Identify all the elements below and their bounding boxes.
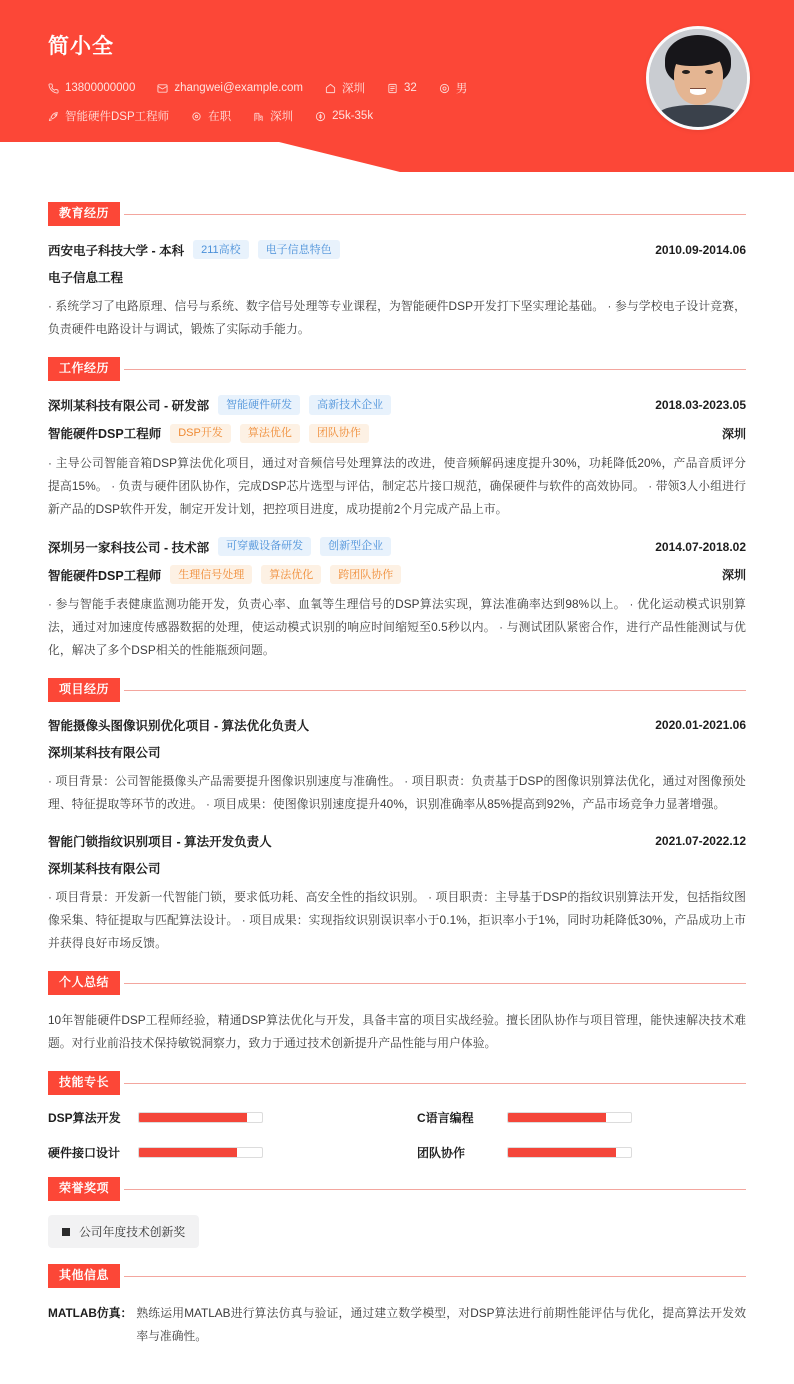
- work-company: 深圳某科技有限公司 - 研发部: [48, 398, 210, 413]
- skill-progress-fill: [508, 1148, 616, 1157]
- job-intent: [48, 108, 169, 124]
- work-city: 深圳: [721, 568, 746, 583]
- mail-icon: [157, 83, 168, 94]
- building-icon: [253, 111, 264, 122]
- contact-email: [157, 82, 303, 94]
- other-info-value: 熟练运用MATLAB进行算法仿真与验证，通过建立数学模型，对DSP算法进行前期性能评估与优化，提高算法开发效率与准确性。: [136, 1306, 746, 1344]
- section-header-work: [48, 357, 746, 381]
- skill-progress-track: [507, 1147, 632, 1158]
- section-work: [48, 357, 746, 662]
- status-circle-icon: [191, 111, 202, 122]
- skill-label: 硬件接口设计: [48, 1146, 121, 1161]
- work-role-row: [48, 424, 746, 443]
- work-role-row: [48, 565, 746, 584]
- section-title-other: 其他信息: [48, 1264, 120, 1288]
- job-intent-text: 智能硬件DSP工程师: [65, 111, 170, 123]
- section-title-education: 教育经历: [48, 202, 120, 226]
- work-company-tag: 智能硬件研发: [218, 395, 300, 414]
- section-rule: [124, 983, 746, 984]
- contact-row-primary: [48, 80, 489, 96]
- section-projects: [48, 678, 746, 955]
- summary-text: 10年智能硬件DSP工程师经验，精通DSP算法优化与开发，具备丰富的项目实战经验。擅长团队协作与项目管理，能快速解决技术难题。对行业前沿技术保持敏锐洞察力，致力于通过技术创新提升产品性能与用户体验。: [48, 1013, 746, 1051]
- section-rule: [124, 369, 746, 370]
- work-role-tag: 跨团队协作: [330, 565, 401, 584]
- section-header-projects: [48, 678, 746, 702]
- project-description: · 项目背景：开发新一代智能门锁，要求低功耗、高安全性的指纹识别。 · 项目职责：主导基于DSP的指纹识别算法开发，包括指纹图像采集、特征提取与匹配算法设计。 · 项目成果：实现指纹识别误识率小于0.1%，拒识率小于1%，同时功耗降低30%，产品成功上市并获得良好市场反馈。: [48, 890, 746, 951]
- work-entry: [48, 395, 746, 521]
- contact-email-text: zhangwei@example.com: [174, 82, 304, 94]
- section-rule: [124, 1276, 746, 1277]
- skill-progress-fill: [139, 1113, 247, 1122]
- project-date: 2020.01-2021.06: [655, 718, 746, 733]
- home-icon: [325, 83, 336, 94]
- education-date: 2010.09-2014.06: [655, 242, 746, 257]
- work-entry-header: [48, 395, 746, 414]
- section-title-skills: 技能专长: [48, 1071, 120, 1095]
- expected-city: [253, 108, 293, 124]
- contact-row-secondary: [48, 108, 489, 124]
- work-description: · 主导公司智能音箱DSP算法优化项目，通过对音频信号处理算法的改进，使音频解码速度提升30%，功耗降低20%，产品音质评分提高15%。 · 负责与硬件团队协作，完成DSP芯片选型与评估，制定芯片接口规范，确保硬件与软件的高效协同。 · 带领3人小组进行新产品的DSP软件开发，制定开发计划，把控项目进度，成功提前2个月完成产品上市。: [48, 455, 746, 516]
- contact-age: [387, 82, 417, 94]
- project-company: 深圳某科技有限公司: [48, 746, 161, 761]
- job-status: [191, 108, 231, 124]
- work-entry: [48, 537, 746, 663]
- skill-progress-track: [138, 1112, 263, 1123]
- section-rule: [124, 1083, 746, 1084]
- gender-icon: [439, 83, 450, 94]
- expected-salary: [315, 110, 373, 122]
- skill-progress-track: [138, 1147, 263, 1158]
- project-date: 2021.07-2022.12: [655, 834, 746, 849]
- skill-label: DSP算法开发: [48, 1111, 121, 1126]
- contact-phone-text: 13800000000: [65, 82, 136, 94]
- education-tag: 电子信息特色: [258, 240, 340, 259]
- work-date: 2014.07-2018.02: [655, 539, 746, 554]
- section-header-education: [48, 202, 746, 226]
- education-entry-header: [48, 240, 746, 259]
- skill-label: 团队协作: [417, 1146, 466, 1161]
- skill-item: [417, 1109, 746, 1126]
- work-company-tag: 高新技术企业: [309, 395, 391, 414]
- section-header-honors: [48, 1177, 746, 1201]
- bullet-square-icon: [62, 1228, 70, 1236]
- work-role-tag: 算法优化: [261, 565, 321, 584]
- project-name: 智能摄像头图像识别优化项目 - 算法优化负责人: [48, 719, 310, 734]
- education-school: 西安电子科技大学 - 本科: [48, 243, 185, 258]
- section-education: [48, 202, 746, 341]
- section-skills: [48, 1071, 746, 1161]
- work-role-tag: DSP开发: [170, 424, 231, 443]
- section-title-projects: 项目经历: [48, 678, 120, 702]
- skill-progress-track: [507, 1112, 632, 1123]
- work-role-tag: 算法优化: [240, 424, 300, 443]
- phone-icon: [48, 83, 59, 94]
- project-description: · 项目背景：公司智能摄像头产品需要提升图像识别速度与准确性。 · 项目职责：负责基于DSP的图像识别算法优化，通过对图像预处理、特征提取等环节的改进。 · 项目成果：使图像识别速度提升40%，识别准确率从85%提高到92%，产品市场竞争力显著增强。: [48, 774, 746, 812]
- work-role-tag: 生理信号处理: [170, 565, 252, 584]
- contact-gender: [439, 80, 468, 96]
- contact-location-text: 深圳: [342, 83, 366, 95]
- work-role-tag: 团队协作: [309, 424, 369, 443]
- other-info-label: MATLAB仿真：: [48, 1306, 133, 1321]
- work-company-tag: 创新型企业: [320, 537, 391, 556]
- section-header-summary: [48, 971, 746, 995]
- education-description: · 系统学习了电路原理、信号与系统、数字信号处理等专业课程，为智能硬件DSP开发打下坚实理论基础。 · 参与学校电子设计竞赛，负责硬件电路设计与调试，锻炼了实际动手能力。: [48, 299, 746, 337]
- project-entry: [48, 716, 746, 816]
- job-status-text: 在职: [208, 111, 232, 123]
- work-company: 深圳另一家科技公司 - 技术部: [48, 540, 210, 555]
- honor-item: [48, 1215, 199, 1248]
- work-company-tag: 可穿戴设备研发: [218, 537, 311, 556]
- section-header-skills: [48, 1071, 746, 1095]
- education-entry: [48, 240, 746, 341]
- resume-content: [0, 172, 794, 1384]
- education-major: 电子信息工程: [48, 271, 124, 286]
- avatar: [646, 26, 750, 130]
- contact-age-text: 32: [404, 82, 417, 94]
- project-entry: [48, 832, 746, 955]
- work-description: · 参与智能手表健康监测功能开发，负责心率、血氧等生理信号的DSP算法实现，算法准确率达到98%以上。 · 优化运动模式识别算法，通过对加速度传感器数据的处理，使运动模式识别的响应时间缩短至0.5秒以内。 · 与测试团队紧密合作，进行产品性能测试与优化，解决了多个DSP相关的性能瓶颈问题。: [48, 597, 746, 658]
- skill-progress-fill: [139, 1148, 237, 1157]
- section-rule: [124, 1189, 746, 1190]
- skills-grid: [48, 1109, 746, 1161]
- skill-label: C语言编程: [417, 1111, 474, 1126]
- work-city: 深圳: [721, 426, 746, 441]
- contact-phone: [48, 82, 135, 94]
- work-date: 2018.03-2023.05: [655, 397, 746, 412]
- project-company: 深圳某科技有限公司: [48, 862, 161, 877]
- work-role: 智能硬件DSP工程师: [48, 568, 162, 583]
- project-name: 智能门锁指纹识别项目 - 算法开发负责人: [48, 835, 272, 850]
- skill-item: [48, 1109, 377, 1126]
- avatar-photo: [649, 29, 747, 127]
- page-title: 简小全: [48, 35, 114, 58]
- section-header-other: [48, 1264, 746, 1288]
- honors-list: [48, 1215, 746, 1248]
- section-summary: [48, 971, 746, 1055]
- skill-item: [48, 1144, 377, 1161]
- rocket-icon: [48, 111, 59, 122]
- education-tag: 211高校: [193, 240, 249, 259]
- section-other: [48, 1264, 746, 1348]
- section-honors: [48, 1177, 746, 1248]
- work-entry-header: [48, 537, 746, 556]
- expected-salary-text: 25k-35k: [332, 110, 374, 122]
- project-entry-header: [48, 832, 746, 850]
- contact-location: [325, 80, 365, 96]
- section-title-honors: 荣誉奖项: [48, 1177, 120, 1201]
- resume-header: [0, 0, 794, 172]
- honor-label: 公司年度技术创新奖: [79, 1225, 186, 1240]
- section-title-work: 工作经历: [48, 357, 120, 381]
- section-rule: [124, 690, 746, 691]
- contact-gender-text: 男: [455, 83, 468, 95]
- work-role: 智能硬件DSP工程师: [48, 427, 162, 442]
- section-rule: [124, 214, 746, 215]
- header-diagonal-divider: [0, 142, 794, 172]
- header-info: [48, 24, 489, 136]
- section-title-summary: 个人总结: [48, 971, 120, 995]
- project-entry-header: [48, 716, 746, 734]
- skill-progress-fill: [508, 1113, 606, 1122]
- other-info-item: [48, 1302, 746, 1348]
- id-card-icon: [387, 83, 398, 94]
- skill-item: [417, 1144, 746, 1161]
- salary-icon: [315, 111, 326, 122]
- expected-city-text: 深圳: [270, 111, 294, 123]
